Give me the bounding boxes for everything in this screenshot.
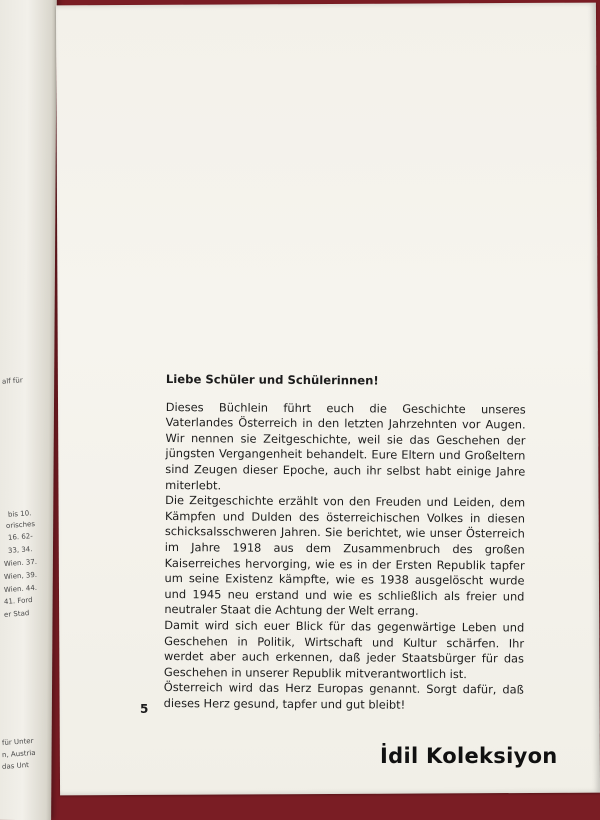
page-number: 5 <box>140 702 149 716</box>
fragment-text: für Unter <box>1 736 34 748</box>
paragraph: Österreich wird das Herz Europas genannt. Sorgt dafür, daß dieses Herz gesund, tapfer und gut bleibt! <box>163 680 524 712</box>
fragment-text: 16. 62- <box>7 532 34 542</box>
facing-page-text-fragments <box>0 0 54 800</box>
fragment-text: bis 10. <box>7 509 32 519</box>
fragment-text: orisches <box>5 519 36 531</box>
paragraph: Dieses Büchlein führt euch die Geschichte unseres Vaterlandes Österreich in den letzten Jahrzehnten vor Augen. Wir nennen sie Zeitgeschichte, weil sie das Geschehen der jüngsten Vergangenheit behandelt. Eure Eltern und Großeltern sind Zeugen dieser Epoche, auch ihr selbst habt einige Jahre miterlebt. <box>165 399 526 492</box>
fragment-text: er Stad <box>3 609 30 619</box>
fragment-text: n, Austria <box>1 748 36 760</box>
fragment-text: das Unt <box>1 761 30 771</box>
foreword-text <box>164 372 526 714</box>
paragraph: Damit wird sich euer Blick für das gegenwärtige Leben und Geschehen in Politik, Wirtschaft und Kultur schärfen. Ihr werdet aber auch erkennen, daß jeder Staatsbürger für das Geschehen in unserer Republik mitverantwortlich ist. <box>163 617 525 681</box>
fragment-text: 41. Ford <box>3 596 33 606</box>
fragment-text: Wien. 37. <box>3 557 38 569</box>
watermark: İdil Koleksiyon <box>380 744 558 768</box>
fragment-text: alf für <box>1 376 23 386</box>
fragment-text: 33, 34. <box>7 545 33 555</box>
fragment-text: Wien. 44. <box>3 583 38 595</box>
fragment-text: Wien, 39. <box>3 570 38 582</box>
page-heading: Liebe Schüler und Schülerinnen! <box>165 372 379 388</box>
paragraph: Die Zeitgeschichte erzählt von den Freuden und Leiden, dem Kämpfen und Dulden des österreichischen Volkes in diesen schicksalsschweren Jahren. Sie berichtet, wie unser Österreich im Jahre 1918 aus dem Zusammenbruch des großen Kaiserreiches hervorging, wie es in der Ersten Republik tapfer um seine Existenz kämpfte, wie es 1938 ausgelöscht wurde und 1945 neu erstand und wie es schließlich als freier und neutraler Staat die Achtung der Welt errang. <box>164 493 526 619</box>
